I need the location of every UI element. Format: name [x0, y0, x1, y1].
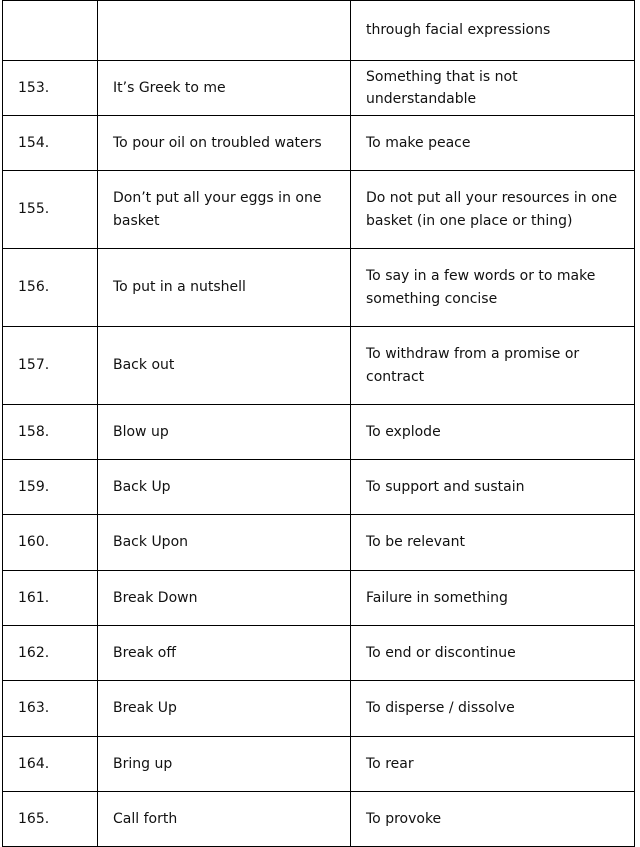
idiom-text: Back out — [98, 327, 351, 405]
row-number: 161. — [3, 571, 98, 626]
table-row — [3, 61, 635, 116]
meaning-text: To withdraw from a promise or contract — [351, 327, 635, 405]
table-row — [3, 681, 635, 737]
table-row — [3, 1, 635, 61]
table-row — [3, 405, 635, 460]
idiom-text: To pour oil on troubled waters — [98, 116, 351, 171]
idiom-text: Break Down — [98, 571, 351, 626]
table-row — [3, 515, 635, 571]
table-row — [3, 460, 635, 515]
row-number: 163. — [3, 681, 98, 737]
row-number — [3, 1, 98, 61]
idiom-text: Back Up — [98, 460, 351, 515]
idiom-text — [98, 1, 351, 61]
meaning-text: To be relevant — [351, 515, 635, 571]
table-row — [3, 327, 635, 405]
table-row — [3, 116, 635, 171]
meaning-text: Do not put all your resources in one basket (in one place or thing) — [351, 171, 635, 249]
row-number: 162. — [3, 626, 98, 681]
row-number: 165. — [3, 792, 98, 847]
row-number: 155. — [3, 171, 98, 249]
row-number: 160. — [3, 515, 98, 571]
idiom-text: Don’t put all your eggs in one basket — [98, 171, 351, 249]
idiom-text: Call forth — [98, 792, 351, 847]
meaning-text: To explode — [351, 405, 635, 460]
row-number: 158. — [3, 405, 98, 460]
meaning-text: To support and sustain — [351, 460, 635, 515]
row-number: 156. — [3, 249, 98, 327]
idiom-text: It’s Greek to me — [98, 61, 351, 116]
table-row — [3, 792, 635, 847]
table-row — [3, 171, 635, 249]
meaning-text: To disperse / dissolve — [351, 681, 635, 737]
table-row — [3, 249, 635, 327]
meaning-text: To rear — [351, 737, 635, 792]
table-row — [3, 626, 635, 681]
idiom-table-body — [3, 1, 635, 847]
meaning-text: Failure in something — [351, 571, 635, 626]
idiom-text: Back Upon — [98, 515, 351, 571]
idiom-text: Blow up — [98, 405, 351, 460]
meaning-text: through facial expressions — [351, 1, 635, 61]
row-number: 164. — [3, 737, 98, 792]
meaning-text: To say in a few words or to make something concise — [351, 249, 635, 327]
idiom-text: Break off — [98, 626, 351, 681]
row-number: 159. — [3, 460, 98, 515]
meaning-text: Something that is not understandable — [351, 61, 635, 116]
row-number: 154. — [3, 116, 98, 171]
table-row — [3, 571, 635, 626]
idiom-text: Break Up — [98, 681, 351, 737]
meaning-text: To make peace — [351, 116, 635, 171]
idiom-text: To put in a nutshell — [98, 249, 351, 327]
idiom-table — [2, 0, 635, 847]
meaning-text: To provoke — [351, 792, 635, 847]
idiom-text: Bring up — [98, 737, 351, 792]
row-number: 157. — [3, 327, 98, 405]
table-row — [3, 737, 635, 792]
meaning-text: To end or discontinue — [351, 626, 635, 681]
row-number: 153. — [3, 61, 98, 116]
